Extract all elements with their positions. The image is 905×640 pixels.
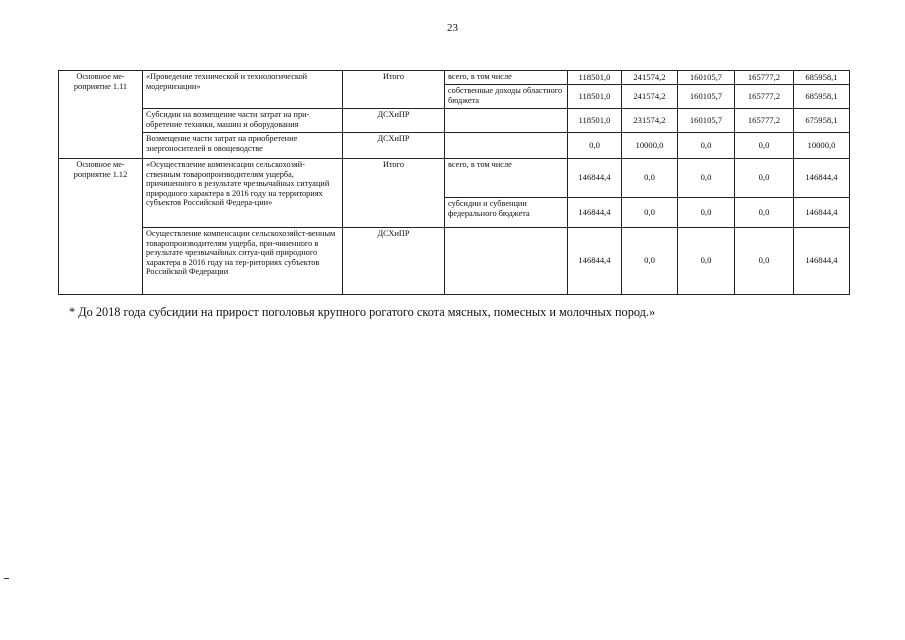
measure-title-cell: Возмещение части затрат на приобретение энергоносителей в овощеводстве [143, 133, 343, 159]
value-cell: 160105,7 [678, 85, 735, 109]
value-cell: 0,0 [622, 159, 678, 198]
funding-source-cell: собственные доходы областного бюджета [445, 85, 568, 109]
footnote: * До 2018 года субсидии на прирост поголовья крупного рогатого скота мясных, помесных и молочных пород.» [69, 305, 656, 319]
measure-title-cell: Осуществление компенсации сельскохозяйст-венным товаропроизводителям ущерба, при-чиненного в результате чрезвычайных ситуа-ций природного характера в 2016 году на тер-риториях субъектов Российской Федерации [143, 228, 343, 295]
value-cell: 118501,0 [568, 71, 622, 85]
measure-cell: Основное ме-роприятие 1.11 [59, 71, 143, 159]
value-cell: 165777,2 [735, 109, 794, 133]
value-cell: 0,0 [678, 228, 735, 295]
funding-source-cell [445, 228, 568, 295]
value-cell: 10000,0 [794, 133, 850, 159]
value-cell: 0,0 [735, 159, 794, 198]
value-cell: 685958,1 [794, 85, 850, 109]
measure-cell: Основное ме-роприятие 1.12 [59, 159, 143, 295]
table-row [59, 228, 850, 295]
table-row [59, 133, 850, 159]
executor-cell: ДСХиПР [343, 109, 445, 133]
funding-source-cell: субсидии и субвенции федерального бюджета [445, 198, 568, 228]
value-cell: 165777,2 [735, 85, 794, 109]
executor-cell: Итого [343, 71, 445, 109]
value-cell: 0,0 [678, 133, 735, 159]
value-cell: 146844,4 [794, 159, 850, 198]
table-row [59, 109, 850, 133]
table-row [59, 159, 850, 198]
value-cell: 165777,2 [735, 71, 794, 85]
executor-cell: Итого [343, 159, 445, 228]
margin-mark [4, 578, 9, 579]
value-cell: 146844,4 [794, 198, 850, 228]
funding-source-cell [445, 133, 568, 159]
value-cell: 0,0 [622, 198, 678, 228]
value-cell: 675958,1 [794, 109, 850, 133]
funding-source-cell: всего, в том числе [445, 71, 568, 85]
value-cell: 231574,2 [622, 109, 678, 133]
measure-title-cell: Субсидии на возмещение части затрат на при-обретение техники, машин и оборудования [143, 109, 343, 133]
budget-table [58, 70, 850, 295]
funding-source-cell [445, 109, 568, 133]
value-cell: 146844,4 [568, 198, 622, 228]
value-cell: 0,0 [678, 159, 735, 198]
value-cell: 146844,4 [568, 159, 622, 198]
value-cell: 0,0 [622, 228, 678, 295]
executor-cell: ДСХиПР [343, 228, 445, 295]
table-row [59, 71, 850, 85]
value-cell: 160105,7 [678, 71, 735, 85]
page-number: 23 [447, 22, 458, 34]
executor-cell: ДСХиПР [343, 133, 445, 159]
value-cell: 118501,0 [568, 109, 622, 133]
measure-title-cell: «Осуществление компенсации сельскохозяй-ственным товаропроизводителям ущерба, причиненного в результате чрезвычайных ситуаций природного характера в 2016 году на территориях субъектов Российской Федера-ции» [143, 159, 343, 228]
value-cell: 685958,1 [794, 71, 850, 85]
value-cell: 146844,4 [794, 228, 850, 295]
value-cell: 0,0 [735, 198, 794, 228]
value-cell: 160105,7 [678, 109, 735, 133]
value-cell: 0,0 [678, 198, 735, 228]
value-cell: 0,0 [735, 133, 794, 159]
value-cell: 0,0 [568, 133, 622, 159]
value-cell: 10000,0 [622, 133, 678, 159]
value-cell: 0,0 [735, 228, 794, 295]
value-cell: 118501,0 [568, 85, 622, 109]
value-cell: 241574,2 [622, 71, 678, 85]
value-cell: 241574,2 [622, 85, 678, 109]
measure-title-cell: «Проведение технической и технологической модернизации» [143, 71, 343, 109]
funding-source-cell: всего, в том числе [445, 159, 568, 198]
value-cell: 146844,4 [568, 228, 622, 295]
